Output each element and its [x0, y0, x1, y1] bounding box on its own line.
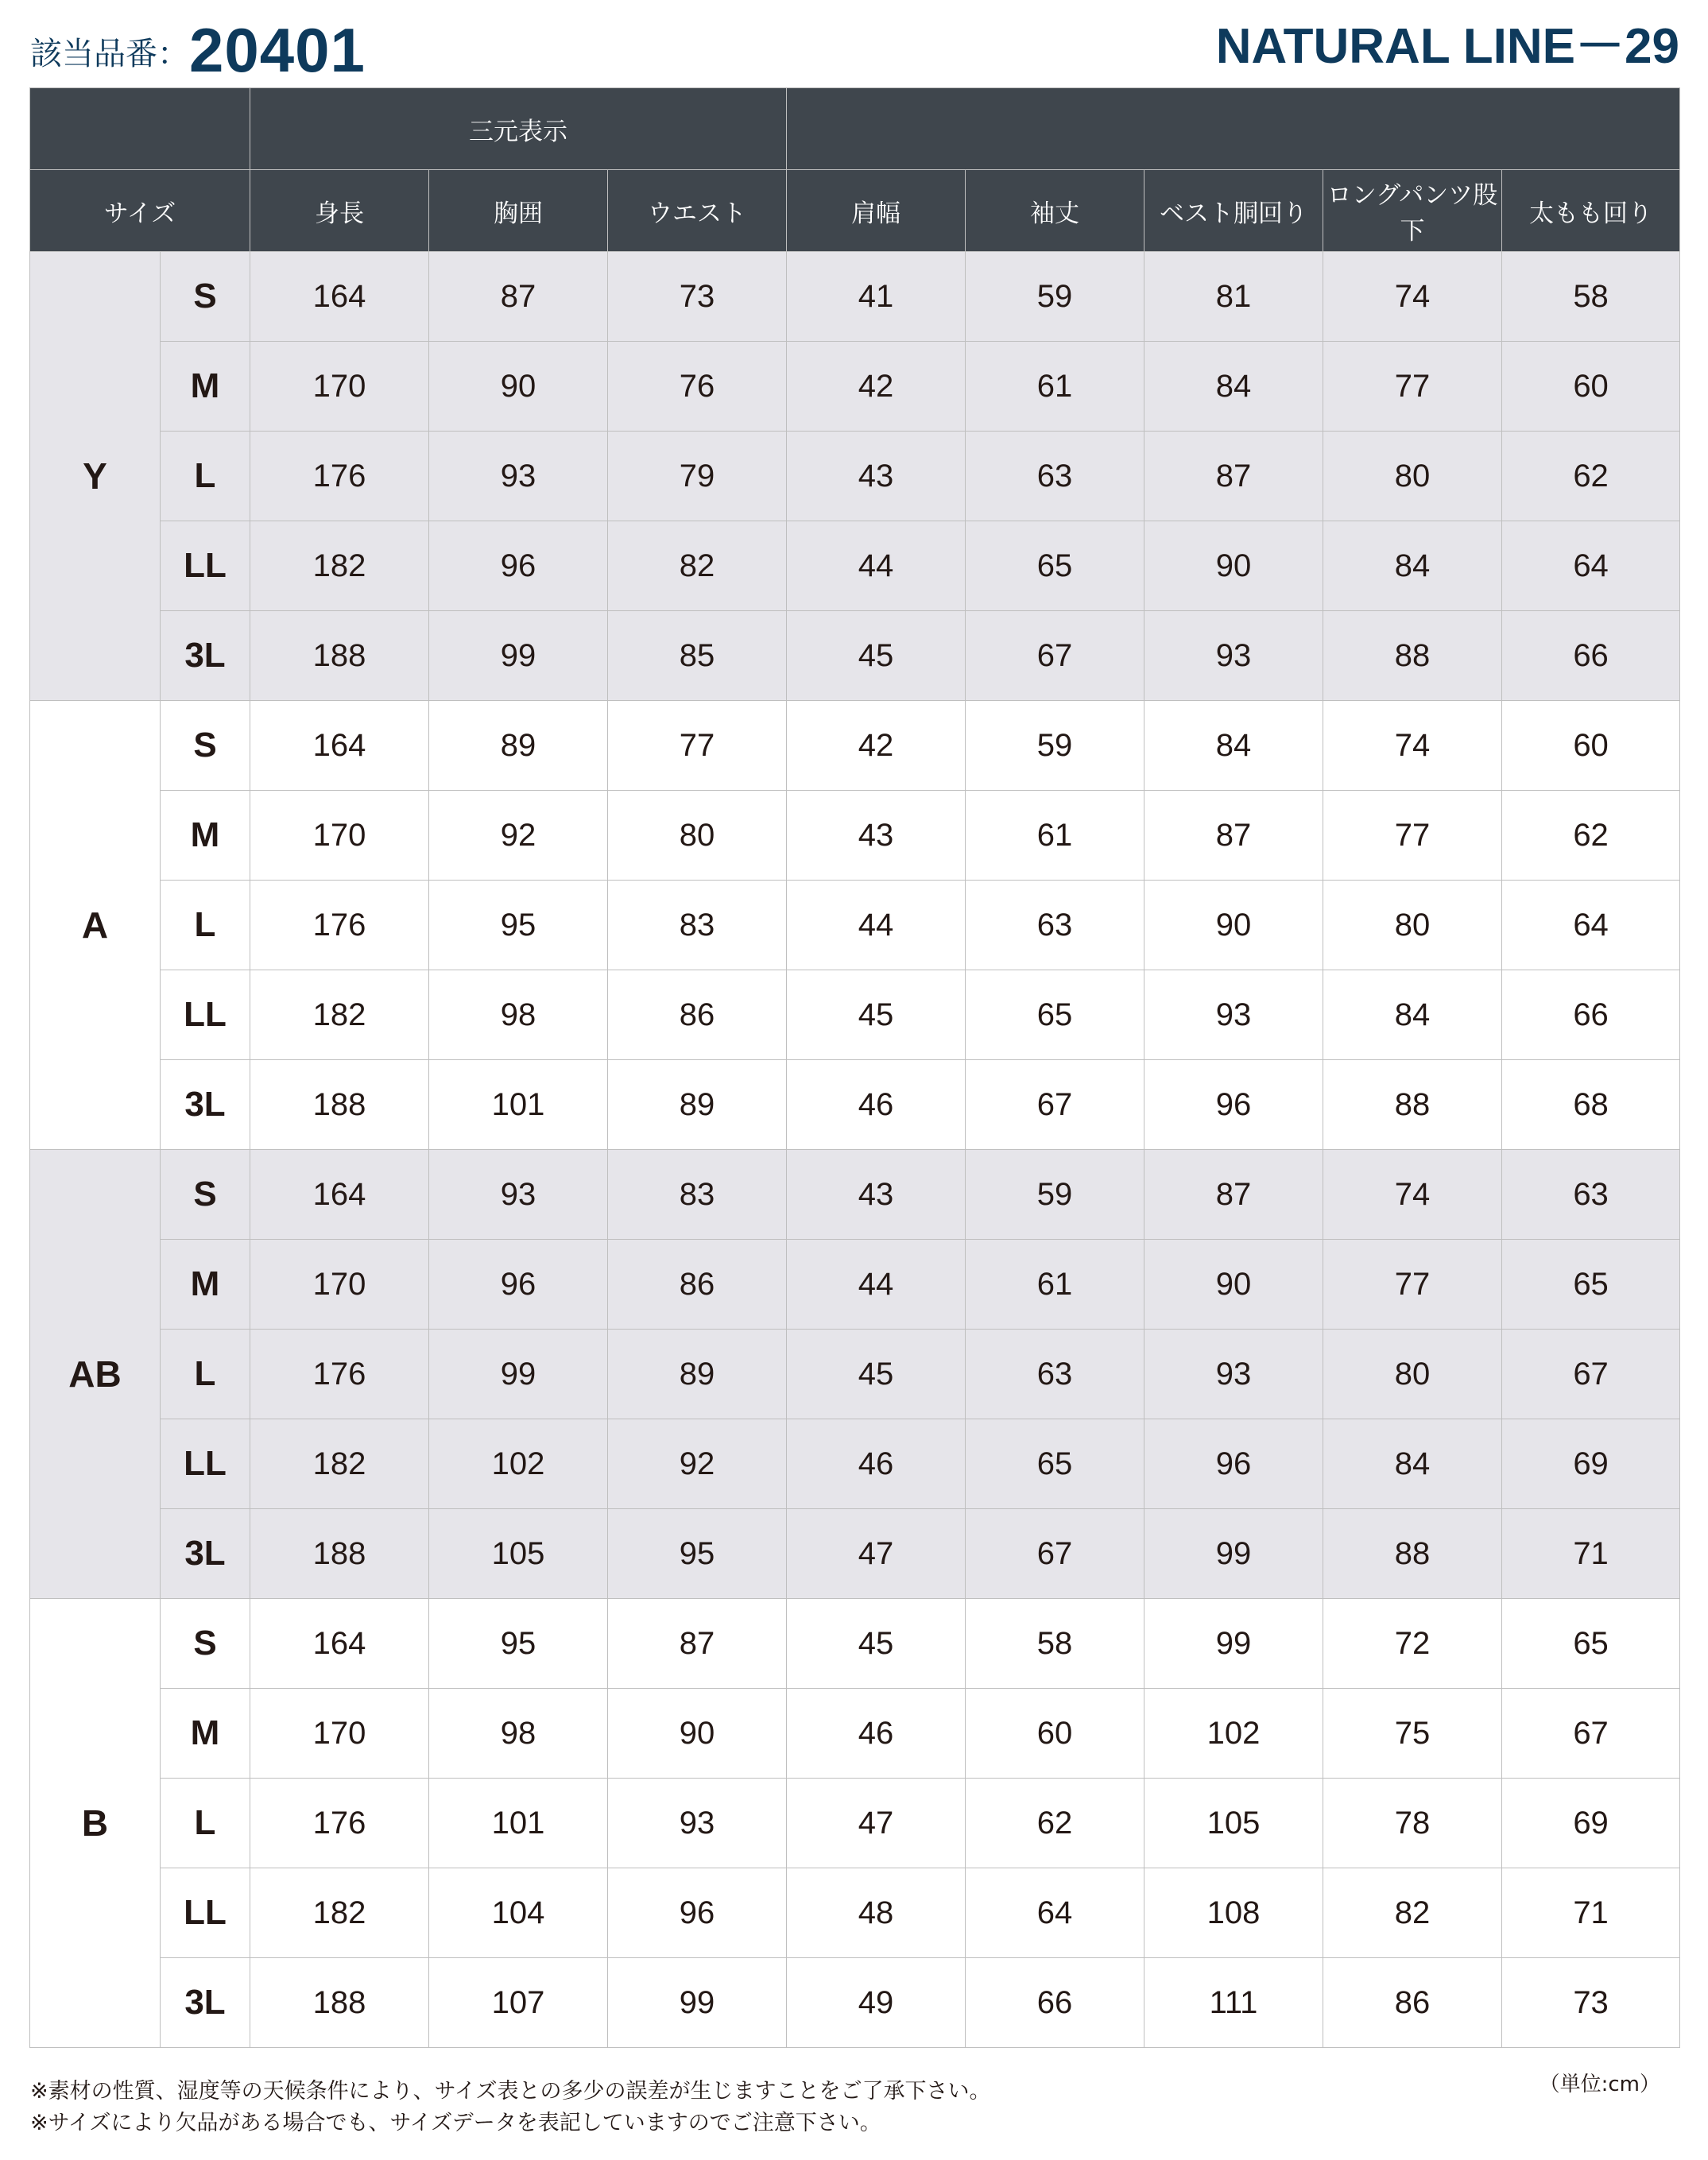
- value-cell: 74: [1323, 252, 1502, 342]
- brand-title: NATURAL LINE－29: [1215, 19, 1679, 74]
- value-cell: 108: [1144, 1868, 1323, 1958]
- unit-label: （単位:cm）: [1539, 2073, 1660, 2096]
- value-cell: 84: [1323, 521, 1502, 611]
- value-cell: 93: [1144, 611, 1323, 701]
- value-cell: 61: [966, 791, 1144, 881]
- value-cell: 164: [250, 1599, 429, 1689]
- value-cell: 81: [1144, 252, 1323, 342]
- value-cell: 66: [1502, 970, 1680, 1060]
- value-cell: 102: [429, 1419, 608, 1509]
- value-cell: 86: [1323, 1958, 1502, 2048]
- size-cell: M: [161, 1240, 250, 1330]
- size-cell: LL: [161, 521, 250, 611]
- value-cell: 43: [787, 432, 966, 521]
- value-cell: 93: [429, 1150, 608, 1240]
- value-cell: 85: [608, 611, 787, 701]
- size-cell: S: [161, 252, 250, 342]
- value-cell: 96: [1144, 1060, 1323, 1150]
- value-cell: 62: [1502, 791, 1680, 881]
- table-row: [30, 1060, 1680, 1150]
- value-cell: 45: [787, 970, 966, 1060]
- value-cell: 80: [1323, 1330, 1502, 1419]
- table-row: [30, 881, 1680, 970]
- size-cell: M: [161, 342, 250, 432]
- value-cell: 49: [787, 1958, 966, 2048]
- value-cell: 83: [608, 881, 787, 970]
- value-cell: 44: [787, 881, 966, 970]
- product-code-header: [30, 15, 366, 85]
- value-cell: 75: [1323, 1689, 1502, 1779]
- value-cell: 99: [1144, 1509, 1323, 1599]
- table-row: [30, 970, 1680, 1060]
- value-cell: 79: [608, 432, 787, 521]
- value-cell: 67: [1502, 1330, 1680, 1419]
- value-cell: 73: [1502, 1958, 1680, 2048]
- value-cell: 42: [787, 701, 966, 791]
- value-cell: 67: [966, 611, 1144, 701]
- value-cell: 111: [1144, 1958, 1323, 2048]
- value-cell: 176: [250, 1779, 429, 1868]
- size-table-body: [30, 252, 1680, 2048]
- value-cell: 63: [966, 881, 1144, 970]
- value-cell: 101: [429, 1060, 608, 1150]
- value-cell: 58: [1502, 252, 1680, 342]
- value-cell: 71: [1502, 1868, 1680, 1958]
- value-cell: 90: [608, 1689, 787, 1779]
- value-cell: 95: [429, 881, 608, 970]
- body-type-cell: A: [30, 701, 161, 1150]
- notes: [30, 2076, 990, 2139]
- value-cell: 68: [1502, 1060, 1680, 1150]
- value-cell: 90: [429, 342, 608, 432]
- value-cell: 80: [1323, 881, 1502, 970]
- value-cell: 74: [1323, 1150, 1502, 1240]
- value-cell: 170: [250, 1240, 429, 1330]
- size-cell: 3L: [161, 611, 250, 701]
- value-cell: 65: [966, 970, 1144, 1060]
- value-cell: 188: [250, 1509, 429, 1599]
- value-cell: 78: [1323, 1779, 1502, 1868]
- value-cell: 72: [1323, 1599, 1502, 1689]
- value-cell: 98: [429, 970, 608, 1060]
- size-cell: LL: [161, 1868, 250, 1958]
- size-cell: LL: [161, 970, 250, 1060]
- value-cell: 104: [429, 1868, 608, 1958]
- table-row: [30, 1150, 1680, 1240]
- value-cell: 58: [966, 1599, 1144, 1689]
- value-cell: 43: [787, 1150, 966, 1240]
- value-cell: 67: [1502, 1689, 1680, 1779]
- value-cell: 92: [429, 791, 608, 881]
- value-cell: 65: [1502, 1240, 1680, 1330]
- value-cell: 84: [1323, 1419, 1502, 1509]
- body-type-cell: B: [30, 1599, 161, 2048]
- header-blank-cell: [30, 88, 250, 170]
- column-header: ウエスト: [608, 170, 787, 252]
- value-cell: 176: [250, 881, 429, 970]
- value-cell: 44: [787, 521, 966, 611]
- value-cell: 65: [966, 521, 1144, 611]
- size-cell: 3L: [161, 1060, 250, 1150]
- value-cell: 80: [1323, 432, 1502, 521]
- table-row: [30, 1868, 1680, 1958]
- value-cell: 96: [608, 1868, 787, 1958]
- value-cell: 82: [608, 521, 787, 611]
- value-cell: 87: [429, 252, 608, 342]
- note-line: ※素材の性質、湿度等の天候条件により、サイズ表との多少の誤差が生じますことをご了承下さい。: [30, 2079, 991, 2104]
- value-cell: 63: [966, 432, 1144, 521]
- value-cell: 83: [608, 1150, 787, 1240]
- value-cell: 46: [787, 1689, 966, 1779]
- value-cell: 96: [429, 521, 608, 611]
- column-header: 袖丈: [966, 170, 1144, 252]
- column-header: 太もも回り: [1502, 170, 1680, 252]
- value-cell: 77: [1323, 1240, 1502, 1330]
- header-row-columns: [30, 170, 1680, 252]
- value-cell: 182: [250, 1868, 429, 1958]
- value-cell: 71: [1502, 1509, 1680, 1599]
- value-cell: 43: [787, 791, 966, 881]
- size-cell: L: [161, 1330, 250, 1419]
- size-cell: S: [161, 1599, 250, 1689]
- column-header: 肩幅: [787, 170, 966, 252]
- value-cell: 48: [787, 1868, 966, 1958]
- value-cell: 46: [787, 1060, 966, 1150]
- value-cell: 92: [608, 1419, 787, 1509]
- value-cell: 45: [787, 611, 966, 701]
- value-cell: 99: [608, 1958, 787, 2048]
- value-cell: 164: [250, 252, 429, 342]
- value-cell: 77: [1323, 342, 1502, 432]
- table-row: [30, 1509, 1680, 1599]
- value-cell: 77: [1323, 791, 1502, 881]
- value-cell: 90: [1144, 521, 1323, 611]
- size-table: [29, 87, 1680, 2048]
- value-cell: 87: [1144, 791, 1323, 881]
- column-header: 身長: [250, 170, 429, 252]
- size-cell: L: [161, 432, 250, 521]
- value-cell: 65: [1502, 1599, 1680, 1689]
- value-cell: 89: [429, 701, 608, 791]
- value-cell: 90: [1144, 1240, 1323, 1330]
- value-cell: 42: [787, 342, 966, 432]
- value-cell: 95: [429, 1599, 608, 1689]
- value-cell: 65: [966, 1419, 1144, 1509]
- value-cell: 60: [1502, 342, 1680, 432]
- value-cell: 64: [1502, 881, 1680, 970]
- value-cell: 95: [608, 1509, 787, 1599]
- table-row: [30, 611, 1680, 701]
- table-row: [30, 701, 1680, 791]
- value-cell: 93: [429, 432, 608, 521]
- note-line: ※サイズにより欠品がある場合でも、サイズデータを表記していますのでご注意下さい。: [30, 2111, 881, 2135]
- value-cell: 73: [608, 252, 787, 342]
- value-cell: 74: [1323, 701, 1502, 791]
- value-cell: 164: [250, 701, 429, 791]
- header-row-top: [30, 88, 1680, 170]
- value-cell: 99: [1144, 1599, 1323, 1689]
- table-row: [30, 1240, 1680, 1330]
- value-cell: 188: [250, 1060, 429, 1150]
- column-header: ベスト胴回り: [1144, 170, 1323, 252]
- group-header-sangen: 三元表示: [250, 88, 787, 170]
- value-cell: 87: [608, 1599, 787, 1689]
- product-code-label: 該当品番：: [30, 36, 189, 72]
- value-cell: 188: [250, 611, 429, 701]
- value-cell: 66: [1502, 611, 1680, 701]
- value-cell: 87: [1144, 1150, 1323, 1240]
- value-cell: 89: [608, 1330, 787, 1419]
- value-cell: 47: [787, 1779, 966, 1868]
- value-cell: 63: [1502, 1150, 1680, 1240]
- product-code: 20401: [189, 15, 366, 85]
- value-cell: 101: [429, 1779, 608, 1868]
- size-cell: M: [161, 1689, 250, 1779]
- value-cell: 107: [429, 1958, 608, 2048]
- value-cell: 99: [429, 611, 608, 701]
- table-row: [30, 252, 1680, 342]
- value-cell: 64: [1502, 521, 1680, 611]
- value-cell: 67: [966, 1509, 1144, 1599]
- value-cell: 45: [787, 1330, 966, 1419]
- value-cell: 47: [787, 1509, 966, 1599]
- value-cell: 59: [966, 252, 1144, 342]
- value-cell: 76: [608, 342, 787, 432]
- value-cell: 62: [1502, 432, 1680, 521]
- body-type-cell: Y: [30, 252, 161, 701]
- value-cell: 82: [1323, 1868, 1502, 1958]
- value-cell: 182: [250, 1419, 429, 1509]
- header-blank-cell-right: [787, 88, 1680, 170]
- value-cell: 88: [1323, 1060, 1502, 1150]
- value-cell: 88: [1323, 611, 1502, 701]
- value-cell: 64: [966, 1868, 1144, 1958]
- value-cell: 87: [1144, 432, 1323, 521]
- value-cell: 96: [429, 1240, 608, 1330]
- value-cell: 69: [1502, 1779, 1680, 1868]
- value-cell: 105: [429, 1509, 608, 1599]
- value-cell: 93: [1144, 970, 1323, 1060]
- value-cell: 188: [250, 1958, 429, 2048]
- value-cell: 170: [250, 342, 429, 432]
- table-row: [30, 1419, 1680, 1509]
- value-cell: 102: [1144, 1689, 1323, 1779]
- value-cell: 61: [966, 1240, 1144, 1330]
- value-cell: 88: [1323, 1509, 1502, 1599]
- size-cell: M: [161, 791, 250, 881]
- size-cell: L: [161, 1779, 250, 1868]
- value-cell: 164: [250, 1150, 429, 1240]
- value-cell: 93: [1144, 1330, 1323, 1419]
- value-cell: 182: [250, 521, 429, 611]
- value-cell: 41: [787, 252, 966, 342]
- size-cell: 3L: [161, 1958, 250, 2048]
- value-cell: 66: [966, 1958, 1144, 2048]
- size-cell: LL: [161, 1419, 250, 1509]
- value-cell: 77: [608, 701, 787, 791]
- value-cell: 62: [966, 1779, 1144, 1868]
- size-cell: S: [161, 1150, 250, 1240]
- value-cell: 176: [250, 1330, 429, 1419]
- table-row: [30, 791, 1680, 881]
- value-cell: 84: [1144, 701, 1323, 791]
- value-cell: 90: [1144, 881, 1323, 970]
- value-cell: 96: [1144, 1419, 1323, 1509]
- table-row: [30, 1599, 1680, 1689]
- value-cell: 170: [250, 1689, 429, 1779]
- value-cell: 61: [966, 342, 1144, 432]
- value-cell: 80: [608, 791, 787, 881]
- value-cell: 170: [250, 791, 429, 881]
- value-cell: 86: [608, 970, 787, 1060]
- value-cell: 44: [787, 1240, 966, 1330]
- table-row: [30, 1689, 1680, 1779]
- body-type-cell: AB: [30, 1150, 161, 1599]
- value-cell: 46: [787, 1419, 966, 1509]
- column-header: サイズ: [30, 170, 250, 252]
- value-cell: 84: [1323, 970, 1502, 1060]
- column-header: ロングパンツ股下: [1323, 170, 1502, 252]
- value-cell: 105: [1144, 1779, 1323, 1868]
- value-cell: 182: [250, 970, 429, 1060]
- value-cell: 59: [966, 1150, 1144, 1240]
- value-cell: 60: [966, 1689, 1144, 1779]
- value-cell: 69: [1502, 1419, 1680, 1509]
- table-row: [30, 432, 1680, 521]
- value-cell: 98: [429, 1689, 608, 1779]
- size-cell: L: [161, 881, 250, 970]
- value-cell: 99: [429, 1330, 608, 1419]
- table-row: [30, 342, 1680, 432]
- value-cell: 45: [787, 1599, 966, 1689]
- table-row: [30, 1330, 1680, 1419]
- value-cell: 84: [1144, 342, 1323, 432]
- table-row: [30, 1779, 1680, 1868]
- size-cell: 3L: [161, 1509, 250, 1599]
- value-cell: 176: [250, 432, 429, 521]
- value-cell: 63: [966, 1330, 1144, 1419]
- table-row: [30, 1958, 1680, 2048]
- size-cell: S: [161, 701, 250, 791]
- column-header: 胸囲: [429, 170, 608, 252]
- value-cell: 67: [966, 1060, 1144, 1150]
- value-cell: 59: [966, 701, 1144, 791]
- value-cell: 60: [1502, 701, 1680, 791]
- value-cell: 86: [608, 1240, 787, 1330]
- table-row: [30, 521, 1680, 611]
- value-cell: 89: [608, 1060, 787, 1150]
- value-cell: 93: [608, 1779, 787, 1868]
